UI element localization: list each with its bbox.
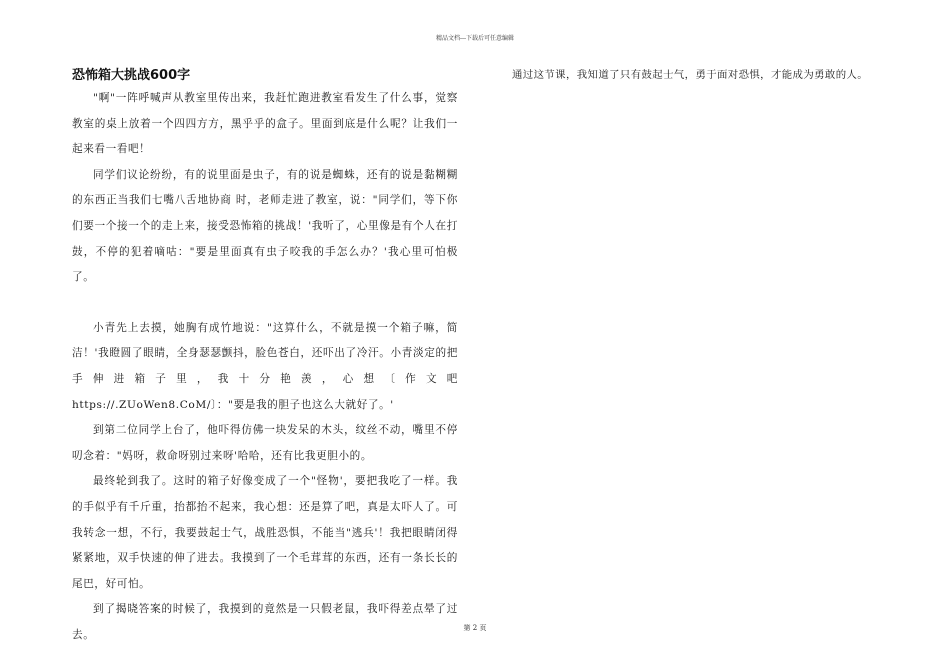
paragraph-1: "啊"一阵呼喊声从教室里传出来，我赶忙跑进教室看发生了什么事，觉察教室的桌上放着一个四四方方，黑乎乎的盒子。里面到底是什么呢？让我们一起来看一看吧！: [72, 92, 458, 156]
right-column: [512, 66, 912, 84]
paragraph-5: 最终轮到我了。这时的箱子好像变成了一个"怪物'，要把我吃了一样。我的手似乎有千斤重，抬都抬不起来，我心想：还是算了吧，真是太吓人了。可我转念一想，不行，我要鼓起士气，战胜恐惧，不能当"逃兵'！我把眼睛闭得紧紧地，双手快速的伸了进去。我摸到了一个毛茸茸的东西，还有一条长长的尾巴，好可怕。: [72, 475, 458, 590]
left-column: [72, 66, 458, 648]
header-note: 精品文档---下载后可任意编辑: [435, 35, 515, 42]
paragraph-4: 到第二位同学上台了，他吓得仿佛一块发呆的木头，纹丝不动，嘴里不停叨念着："妈呀，救命呀别过来呀'哈哈，还有比我更胆小的。: [72, 424, 458, 462]
closing-paragraph: 通过这节课，我知道了只有鼓起士气，勇于面对恐惧，才能成为勇敢的人。: [512, 69, 869, 81]
paragraph-2: 同学们议论纷纷，有的说里面是虫子，有的说是蜘蛛，还有的说是黏糊糊的东西正当我们七嘴八舌地协商 时，老师走进了教室，说："同学们，等下你们要一个接一个的走上来，接受恐怖箱的挑战！'我听了，心里像是有个人在打鼓，不停的犯着嘀咕："要是里面真有虫子咬我的手怎么办？'我心里可怕极了。: [72, 168, 458, 284]
paragraph-3: 小青先上去摸，她胸有成竹地说："这算什么，不就是摸一个箱子嘛，简洁！'我瞪圆了眼睛，全身瑟瑟颤抖，脸色苍白，还吓出了冷汗。小青淡定的把手伸进箱子里，我十分艳羡，心想〔作文吧 https://.ZUoWen8.CoM/〕："要是我的胆子也这么大就好了。': [72, 321, 458, 411]
page-number: 第 2 页: [463, 624, 487, 632]
paragraph-6: 到了揭晓答案的时候了，我摸到的竟然是一只假老鼠，我吓得差点晕了过去。: [72, 603, 458, 641]
document-title: 恐怖箱大挑战600字: [72, 68, 191, 83]
